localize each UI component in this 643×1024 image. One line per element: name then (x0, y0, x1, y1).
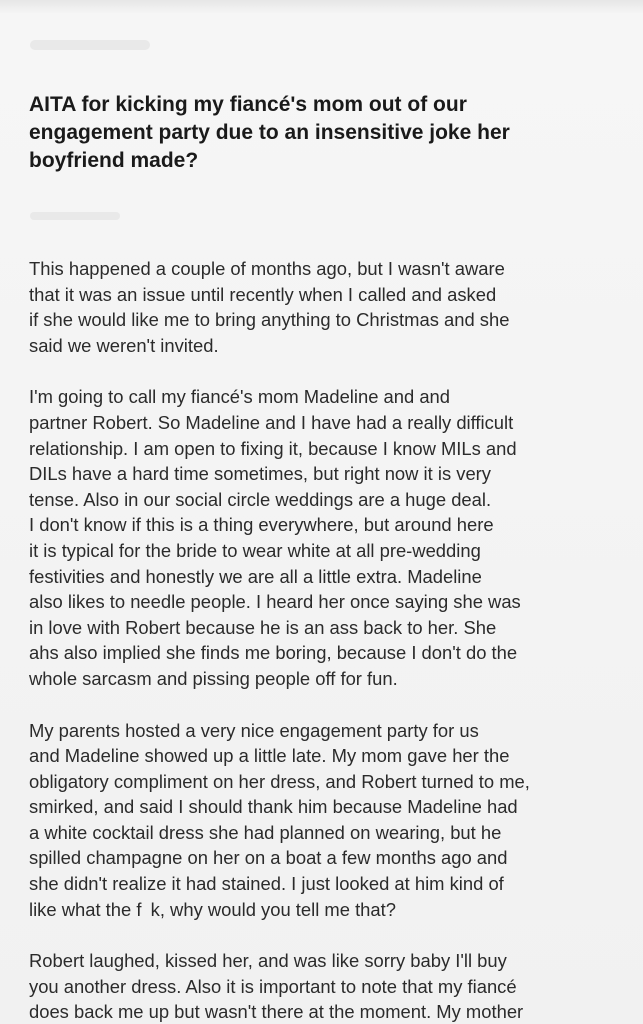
body-line: said we weren't invited. (29, 334, 219, 356)
body-line: tense. Also in our social circle weddings are a huge deal. (29, 488, 492, 510)
body-line: whole sarcasm and pissing people off for fun. (29, 667, 398, 689)
body-line: I don't know if this is a thing everywhere, but around here (29, 514, 494, 536)
body-line: if she would like me to bring anything to Christmas and she (29, 309, 510, 331)
body-line: festivities and honestly we are all a little extra. Madeline (29, 565, 482, 587)
body-line: smirked, and said I should thank him because Madeline had (29, 796, 518, 818)
post-title-line: boyfriend made? (29, 149, 199, 172)
body-line: you another dress. Also it is important to note that my fiancé (29, 975, 517, 997)
body-line: This happened a couple of months ago, but I wasn't aware (29, 258, 505, 279)
body-line: like what the f k, why would you tell me that? (29, 898, 396, 920)
body-line: in love with Robert because he is an ass back to her. She (29, 616, 497, 638)
body-line: she didn't realize it had stained. I just looked at him kind of (29, 873, 504, 895)
top-edge-shadow (0, 0, 643, 14)
post-paragraph-1 (29, 256, 629, 358)
body-line: ahs also implied she finds me boring, because I don't do the (29, 642, 518, 664)
faded-meta-placeholder (30, 212, 120, 220)
post-paragraph-3 (29, 718, 629, 923)
body-line: spilled champagne on her on a boat a few months ago and (29, 847, 508, 869)
body-line: that it was an issue until recently when I called and asked (29, 283, 497, 305)
body-line: partner Robert. So Madeline and I have had a really difficult (29, 411, 514, 433)
body-line: I'm going to call my fiancé's mom Madeline and and (29, 386, 451, 408)
post-paragraph-2 (29, 384, 629, 691)
body-line: does back me up but wasn't there at the moment. My mother (29, 1001, 524, 1023)
post-paragraph-4 (29, 948, 629, 1024)
body-line: Robert laughed, kissed her, and was like sorry baby I'll buy (29, 950, 507, 972)
body-line: My parents hosted a very nice engagement party for us (29, 719, 479, 741)
post-title-line: engagement party due to an insensitive joke her (29, 121, 510, 144)
body-line: a white cocktail dress she had planned on wearing, but he (29, 821, 502, 843)
body-line: obligatory compliment on her dress, and Robert turned to me, (29, 770, 530, 792)
post-title-line: AITA for kicking my fiancé's mom out of our (29, 93, 467, 116)
faded-header-placeholder (30, 40, 150, 50)
body-line: DILs have a hard time sometimes, but right now it is very (29, 463, 491, 485)
post-body (29, 256, 629, 1024)
body-line: it is typical for the bride to wear white at all pre-wedding (29, 539, 481, 561)
body-line: and Madeline showed up a little late. My mom gave her the (29, 745, 510, 767)
body-line: relationship. I am open to fixing it, because I know MILs and (29, 437, 517, 459)
post-title (29, 91, 619, 175)
body-line: also likes to needle people. I heard her once saying she was (29, 591, 521, 613)
